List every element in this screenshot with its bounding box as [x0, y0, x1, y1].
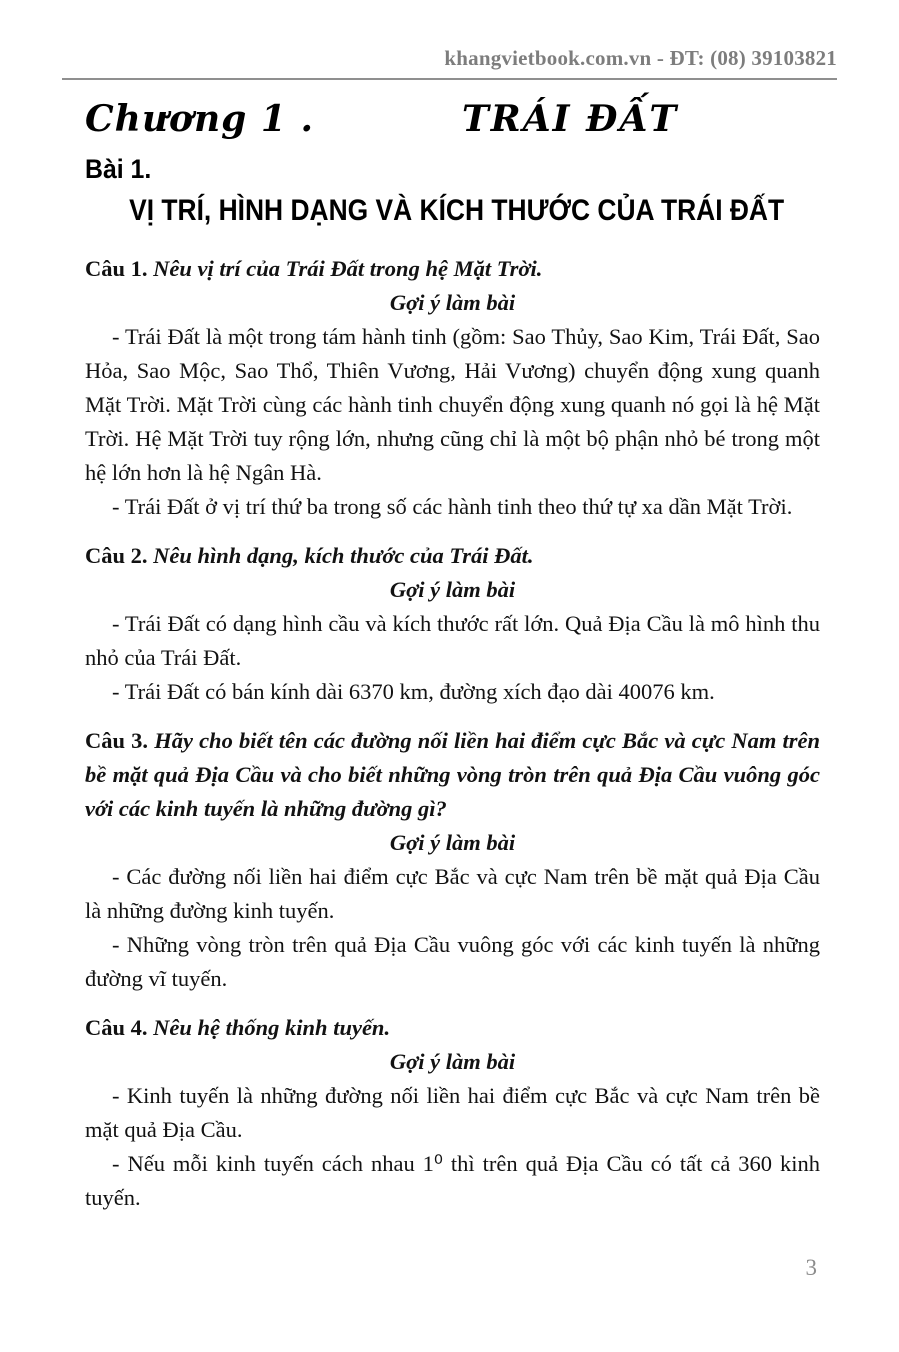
question-line [85, 1011, 820, 1045]
answer-paragraph: - Trái Đất có dạng hình cầu và kích thước rất lớn. Quả Địa Cầu là mô hình thu nhỏ của Trái Đất. [85, 611, 820, 670]
question-label: Câu 4. [85, 1015, 154, 1040]
header-website-text: khangvietbook.com.vn - ĐT: (08) 39103821 [444, 46, 837, 70]
questions-container [85, 252, 820, 1215]
answer-paragraph: - Những vòng tròn trên quả Địa Cầu vuông góc với các kinh tuyến là những đường vĩ tuyến. [85, 932, 820, 991]
question-text: Nêu vị trí của Trái Đất trong hệ Mặt Trời. [153, 256, 543, 281]
chapter-title: TRÁI ĐẤT [462, 98, 679, 140]
page-number: 3 [805, 1255, 817, 1280]
question-block-1 [85, 252, 820, 524]
answer-paragraph: - Trái Đất là một trong tám hành tinh (gồm: Sao Thủy, Sao Kim, Trái Đất, Sao Hỏa, Sao Mộc, Sao Thổ, Thiên Vương, Hải Vương) chuyển động xung quanh Mặt Trời. Mặt Trời cùng các hành tinh chuyển động xung quanh nó gọi là hệ Mặt Trời. Hệ Mặt Trời tuy rộng lớn, nhưng cũng chỉ là một bộ phận nhỏ bé trong một hệ lớn hơn là hệ Ngân Hà. [85, 324, 820, 485]
hint-label: Gợi ý làm bài [389, 577, 516, 602]
question-label: Câu 3. [85, 728, 155, 753]
lesson-title: VỊ TRÍ, HÌNH DẠNG VÀ KÍCH THƯỚC CỦA TRÁI ĐẤT [129, 194, 785, 227]
lesson-label: Bài 1. [85, 154, 152, 184]
chapter-label: Chương 1 . [85, 98, 315, 140]
page-header [62, 46, 837, 80]
question-text: Hãy cho biết tên các đường nối liền hai điểm cực Bắc và cực Nam trên bề mặt quả Địa Cầu và cho biết những vòng tròn trên quả Địa Cầu vuông góc với các kinh tuyến là những đường gì? [85, 728, 821, 821]
answer-paragraph: - Nếu mỗi kinh tuyến cách nhau 1⁰ thì trên quả Địa Cầu có tất cả 360 kinh tuyến. [85, 1151, 820, 1210]
question-line [85, 252, 820, 286]
chapter-heading [85, 98, 820, 140]
answer-paragraph: - Trái Đất có bán kính dài 6370 km, đường xích đạo dài 40076 km. [112, 679, 715, 704]
question-block-2 [85, 539, 820, 709]
question-label: Câu 2. [85, 543, 154, 568]
question-line [85, 539, 820, 573]
answer-paragraph: - Các đường nối liền hai điểm cực Bắc và cực Nam trên bề mặt quả Địa Cầu là những đường kinh tuyến. [85, 864, 820, 923]
answer-paragraph: - Trái Đất ở vị trí thứ ba trong số các hành tinh theo thứ tự xa dần Mặt Trời. [112, 494, 793, 519]
question-block-4 [85, 1011, 820, 1215]
question-text: Nêu hình dạng, kích thước của Trái Đất. [153, 543, 534, 568]
question-line [85, 724, 820, 826]
hint-label: Gợi ý làm bài [389, 1049, 516, 1074]
question-text: Nêu hệ thống kinh tuyến. [153, 1015, 391, 1040]
hint-label: Gợi ý làm bài [389, 290, 516, 315]
question-block-3 [85, 724, 820, 996]
hint-label: Gợi ý làm bài [389, 830, 516, 855]
answer-paragraph: - Kinh tuyến là những đường nối liền hai điểm cực Bắc và cực Nam trên bề mặt quả Địa Cầu. [85, 1083, 820, 1142]
question-label: Câu 1. [85, 256, 154, 281]
